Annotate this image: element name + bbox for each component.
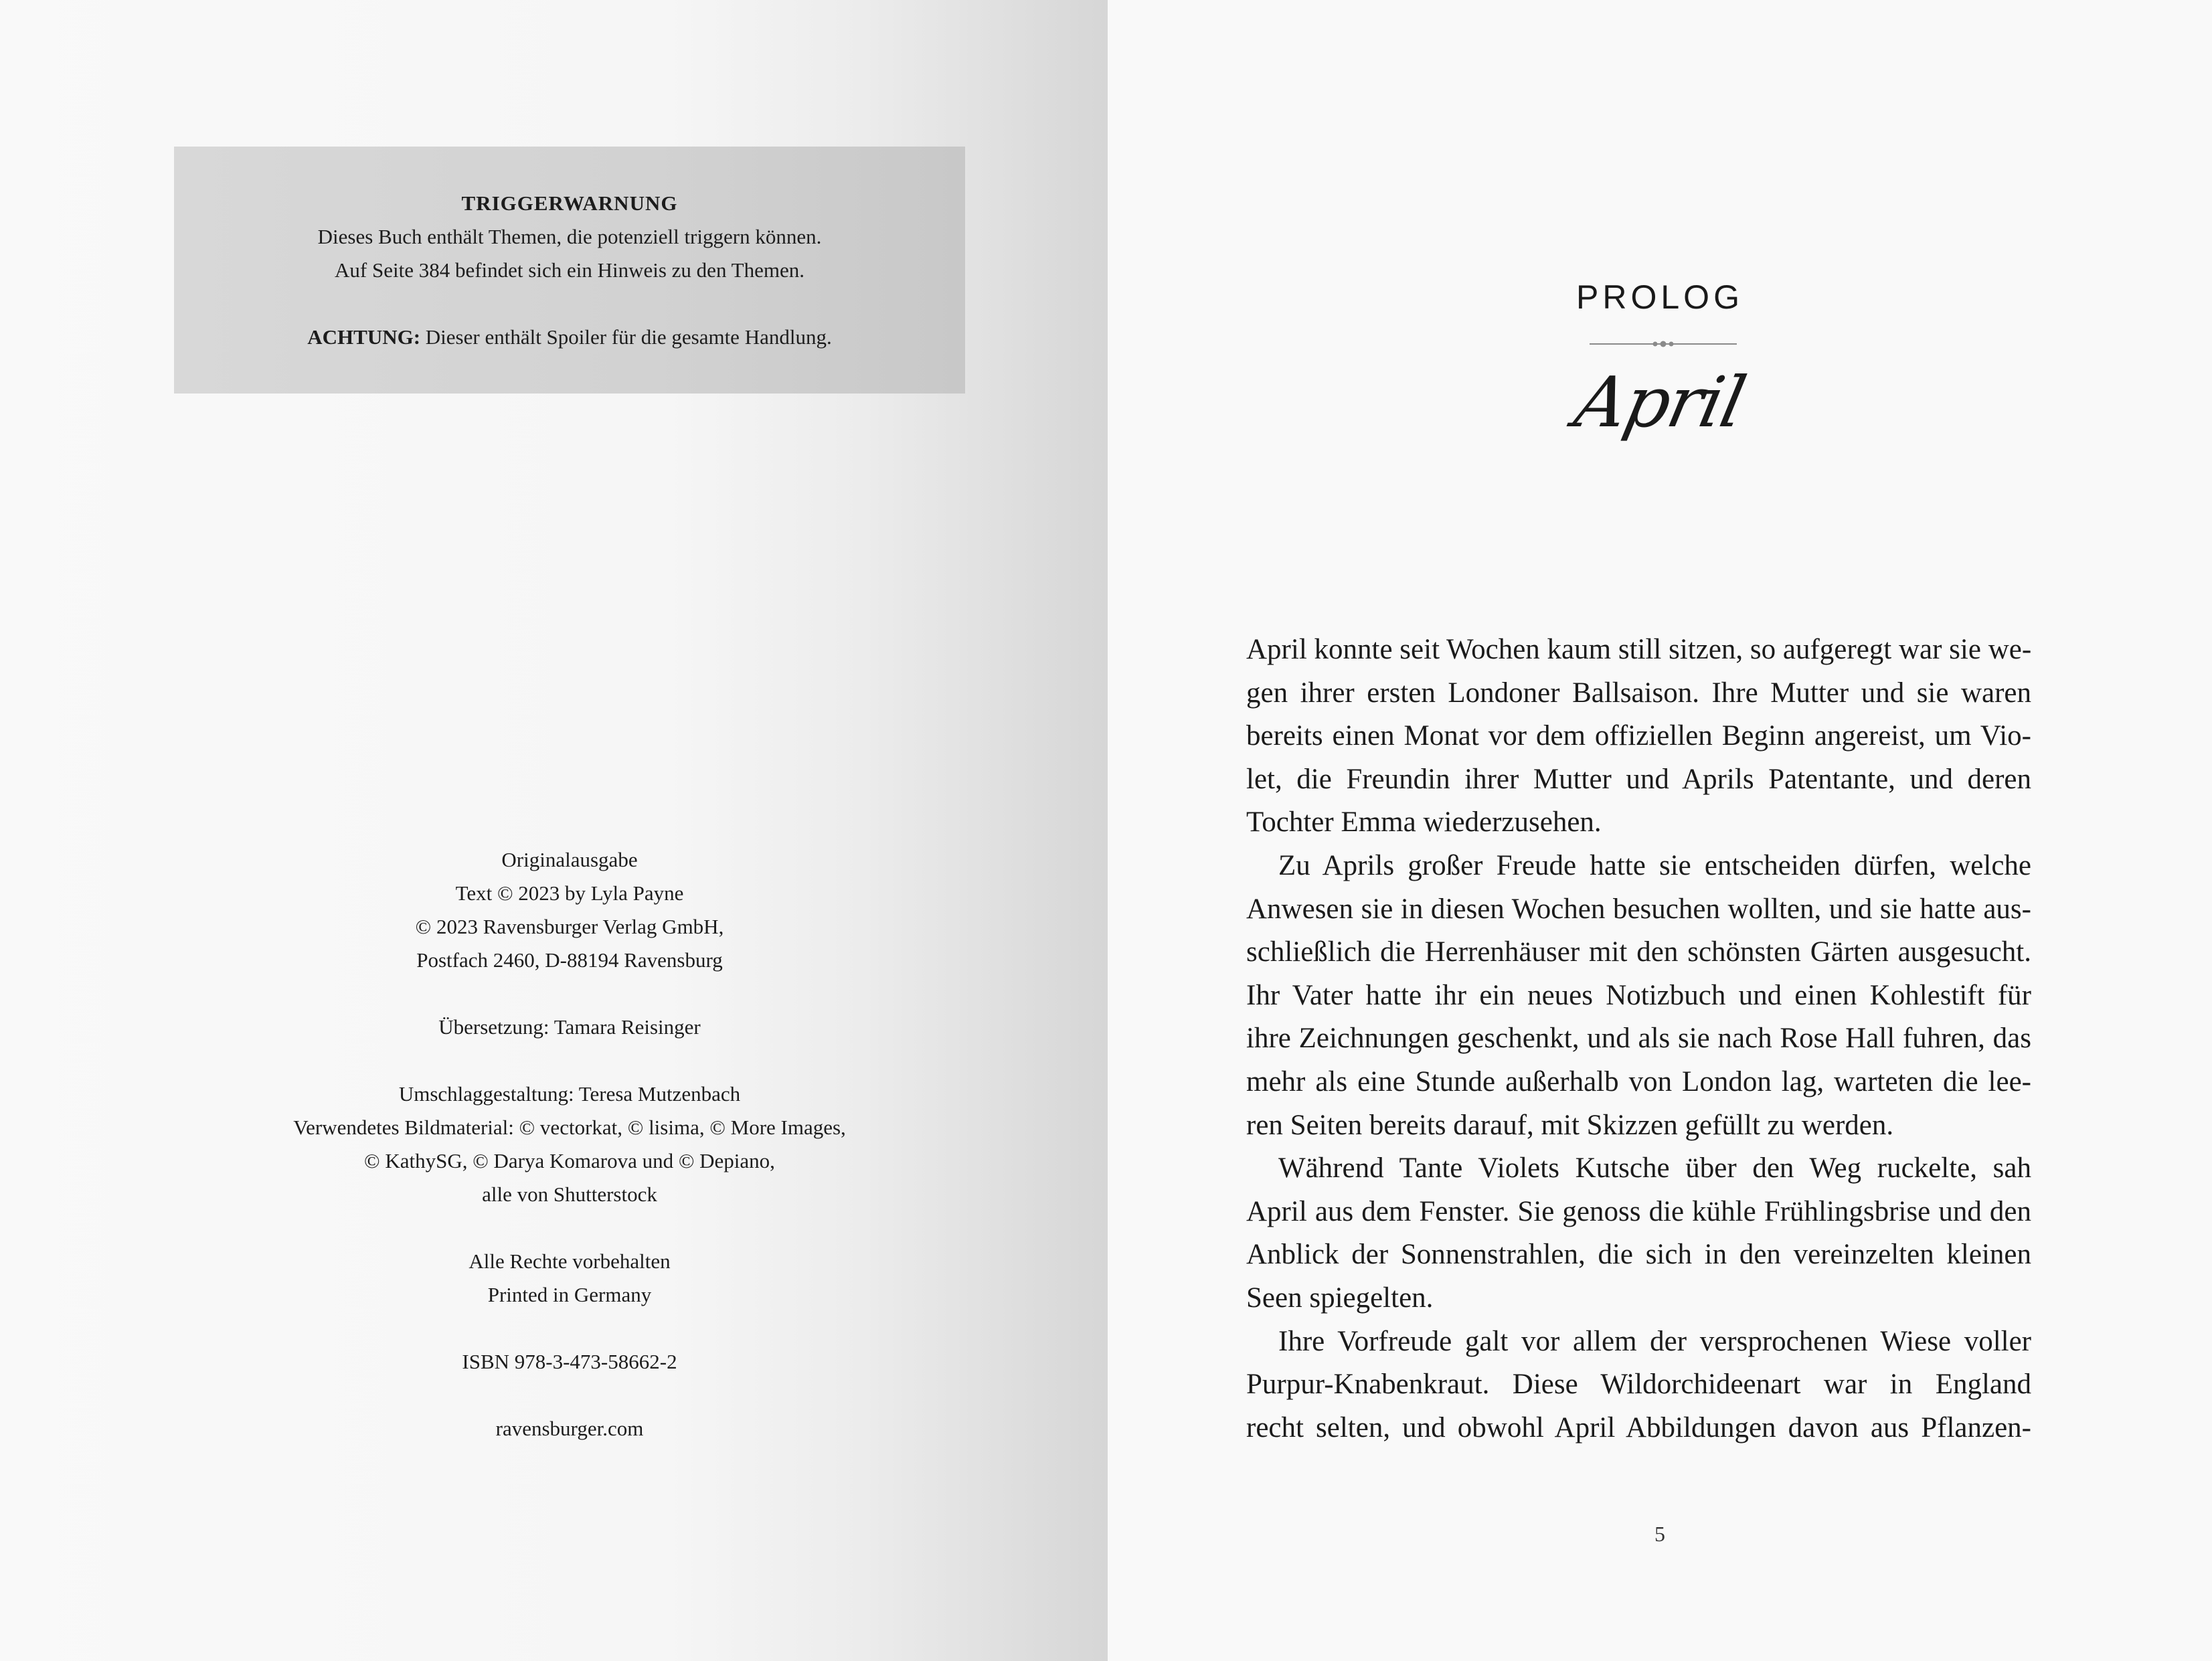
spacer — [174, 1379, 965, 1412]
divider-ornament-icon — [1590, 338, 1737, 350]
prose-line: mehr als eine Stunde außerhalb von London lag, warteten die lee- — [1246, 1065, 2031, 1098]
chapter-title: April — [1568, 361, 1752, 443]
prose-line: schließlich die Herrenhäuser mit den schönsten Gärten ausgesucht. — [1246, 936, 2031, 968]
prose-line: Zu Aprils großer Freude hatte sie entscheiden dürfen, welche — [1278, 849, 2031, 881]
trigger-warning-attention — [174, 321, 965, 354]
prose-line: gen ihrer ersten Londoner Ballsaison. Ihre Mutter und sie waren — [1246, 677, 2031, 709]
imprint-cover-design: Umschlaggestaltung: Teresa Mutzenbach — [398, 1082, 741, 1106]
spacer — [174, 1312, 965, 1345]
trigger-warning-line-1: Dieses Buch enthält Themen, die potenziell triggern können. — [317, 225, 822, 248]
imprint-block — [174, 843, 965, 1446]
prose-line: recht selten, und obwohl April Abbildungen davon aus Pflanzen- — [1246, 1411, 2031, 1444]
trigger-warning-line-2: Auf Seite 384 befindet sich ein Hinweis zu den Themen. — [335, 258, 804, 282]
imprint-text-copyright: Text © 2023 by Lyla Payne — [455, 881, 684, 905]
imprint-image-credits-3: alle von Shutterstock — [482, 1183, 657, 1206]
imprint-printed: Printed in Germany — [487, 1283, 652, 1306]
prose-line: Während Tante Violets Kutsche über den Weg ruckelte, sah — [1278, 1152, 2031, 1185]
imprint-isbn: ISBN 978-3-473-58662-2 — [462, 1350, 677, 1373]
imprint-rights: Alle Rechte vorbehalten — [469, 1249, 671, 1273]
prose-line: Ihr Vater hatte ihr ein neues Notizbuch und einen Kohlestift für — [1246, 979, 2031, 1011]
prose-body — [1246, 628, 2031, 1450]
prose-line: Ihre Vorfreude galt vor allem der versprochenen Wiese voller — [1278, 1325, 2031, 1357]
spacer — [174, 1044, 965, 1077]
prose-line: let, die Freundin ihrer Mutter und Aprils Patentante, und deren — [1246, 763, 2031, 795]
imprint-publisher-copyright: © 2023 Ravensburger Verlag GmbH, — [415, 915, 724, 938]
imprint-publisher-address: Postfach 2460, D-88194 Ravensburg — [416, 948, 723, 972]
prose-line: Purpur-Knabenkraut. Diese Wildorchideenart war in England — [1246, 1369, 2031, 1401]
prose-line: Tochter Emma wiederzusehen. — [1246, 806, 1602, 839]
prose-line: ren Seiten bereits darauf, mit Skizzen gefüllt zu werden. — [1246, 1109, 1894, 1141]
spacer — [174, 287, 965, 321]
attention-text: Dieser enthält Spoiler für die gesamte Handlung. — [420, 325, 832, 349]
trigger-warning-box — [174, 147, 965, 394]
imprint-edition: Originalausgabe — [501, 848, 638, 871]
prose-line: Anblick der Sonnenstrahlen, die sich in den vereinzelten kleinen — [1246, 1239, 2031, 1271]
prose-line: Seen spiegelten. — [1246, 1282, 1434, 1314]
prose-line: bereits einen Monat vor dem offiziellen Beginn angereist, um Vio- — [1246, 720, 2031, 752]
imprint-image-credits-1: Verwendetes Bildmaterial: © vectorkat, © lisima, © More Images, — [293, 1116, 846, 1139]
imprint-website: ravensburger.com — [495, 1417, 644, 1440]
trigger-warning-title: TRIGGERWARNUNG — [461, 191, 678, 215]
prose-line: ihre Zeichnungen geschenkt, und als sie nach Rose Hall fuhren, das — [1246, 1023, 2031, 1055]
spacer — [174, 977, 965, 1011]
imprint-translation: Übersetzung: Tamara Reisinger — [438, 1015, 701, 1039]
imprint-image-credits-2: © KathySG, © Darya Komarova und © Depiano, — [364, 1149, 775, 1172]
right-page — [1108, 0, 2212, 1661]
chapter-label: PROLOG — [1576, 278, 1743, 316]
prose-line: April konnte seit Wochen kaum still sitzen, so aufgeregt war sie we- — [1246, 634, 2032, 665]
prose-line: April aus dem Fenster. Sie genoss die kühle Frühlingsbrise und den — [1246, 1195, 2031, 1227]
prose-line: Anwesen sie in diesen Wochen besuchen wollten, und sie hatte aus- — [1246, 893, 2031, 925]
spacer — [174, 1211, 965, 1245]
attention-label: ACHTUNG: — [307, 325, 421, 349]
page-number: 5 — [1654, 1522, 1665, 1546]
